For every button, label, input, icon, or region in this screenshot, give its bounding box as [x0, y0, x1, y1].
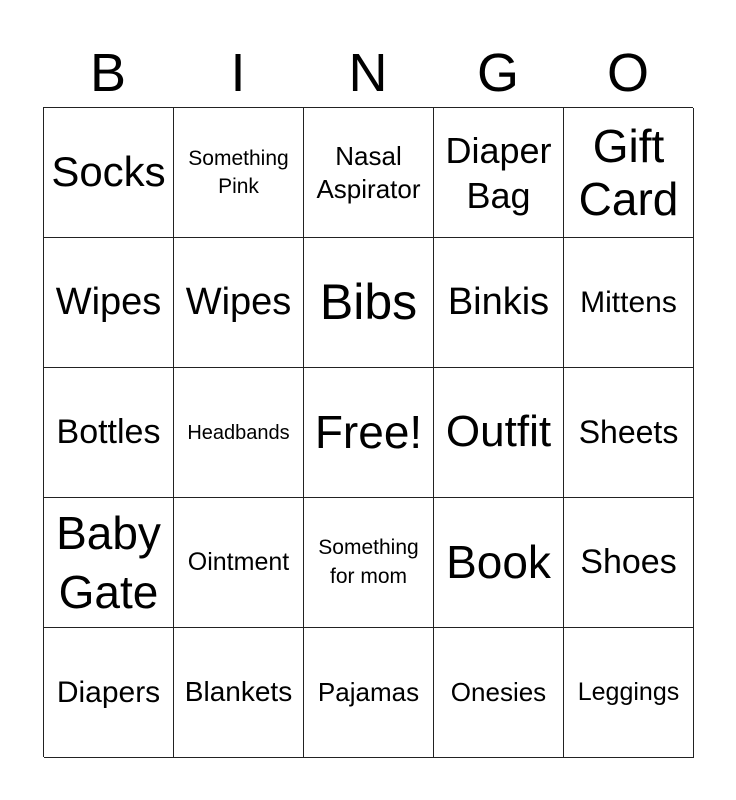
bingo-cell[interactable]	[304, 498, 434, 628]
cell-label: Headbands	[187, 421, 290, 444]
bingo-cell[interactable]	[304, 628, 434, 758]
header-letter-b: B	[89, 43, 127, 103]
bingo-cell[interactable]	[44, 238, 174, 368]
cell-label: Diapers	[56, 676, 161, 709]
cell-label: Something for mom	[318, 536, 419, 588]
header-letter-i: I	[230, 43, 246, 103]
bingo-cell[interactable]	[434, 108, 564, 238]
cell-label: Wipes	[185, 280, 292, 323]
bingo-cell[interactable]	[44, 628, 174, 758]
cell-label: Bottles	[56, 412, 161, 451]
bingo-cell[interactable]	[564, 368, 694, 498]
cell-label: Onesies	[450, 677, 547, 708]
cell-label: Shoes	[580, 542, 677, 581]
bingo-cell[interactable]	[174, 628, 304, 758]
cell-label: Free!	[314, 406, 423, 459]
cell-label: Mittens	[580, 286, 677, 319]
cell-label: Socks	[51, 148, 166, 196]
bingo-cell[interactable]	[564, 628, 694, 758]
bingo-cell[interactable]	[564, 108, 694, 238]
bingo-cell[interactable]	[44, 498, 174, 628]
cell-label: Outfit	[445, 407, 552, 457]
cell-label: Gift Card	[578, 119, 679, 225]
cell-label: Blankets	[184, 676, 293, 708]
cell-label: Pajamas	[317, 677, 420, 708]
bingo-cell[interactable]	[434, 368, 564, 498]
bingo-cell[interactable]	[174, 238, 304, 368]
cell-label: Something Pink	[188, 147, 289, 198]
bingo-header	[43, 40, 693, 106]
header-letter-g: G	[476, 43, 519, 103]
bingo-cell[interactable]	[434, 498, 564, 628]
cell-label: Diaper Bag	[445, 129, 552, 216]
bingo-card	[43, 107, 693, 757]
cell-label: Ointment	[187, 547, 290, 576]
cell-label: Bibs	[319, 274, 418, 330]
header-letter-o: O	[606, 43, 649, 103]
cell-label: Binkis	[447, 280, 550, 323]
cell-label: Baby Gate	[56, 506, 161, 618]
bingo-cell[interactable]	[564, 498, 694, 628]
cell-label: Book	[446, 536, 551, 589]
bingo-cell[interactable]	[44, 108, 174, 238]
header-letter-n: N	[348, 43, 388, 103]
bingo-cell[interactable]	[304, 108, 434, 238]
free-space-cell[interactable]	[304, 368, 434, 498]
cell-label: Wipes	[55, 280, 162, 323]
bingo-cell[interactable]	[304, 238, 434, 368]
cell-label: Sheets	[578, 413, 679, 450]
bingo-cell[interactable]	[44, 368, 174, 498]
bingo-cell[interactable]	[434, 238, 564, 368]
bingo-cell[interactable]	[174, 108, 304, 238]
cell-label: Nasal Aspirator	[316, 141, 421, 204]
bingo-cell[interactable]	[174, 368, 304, 498]
cell-label: Leggings	[577, 677, 680, 706]
bingo-cell[interactable]	[434, 628, 564, 758]
bingo-cell[interactable]	[564, 238, 694, 368]
bingo-cell[interactable]	[174, 498, 304, 628]
